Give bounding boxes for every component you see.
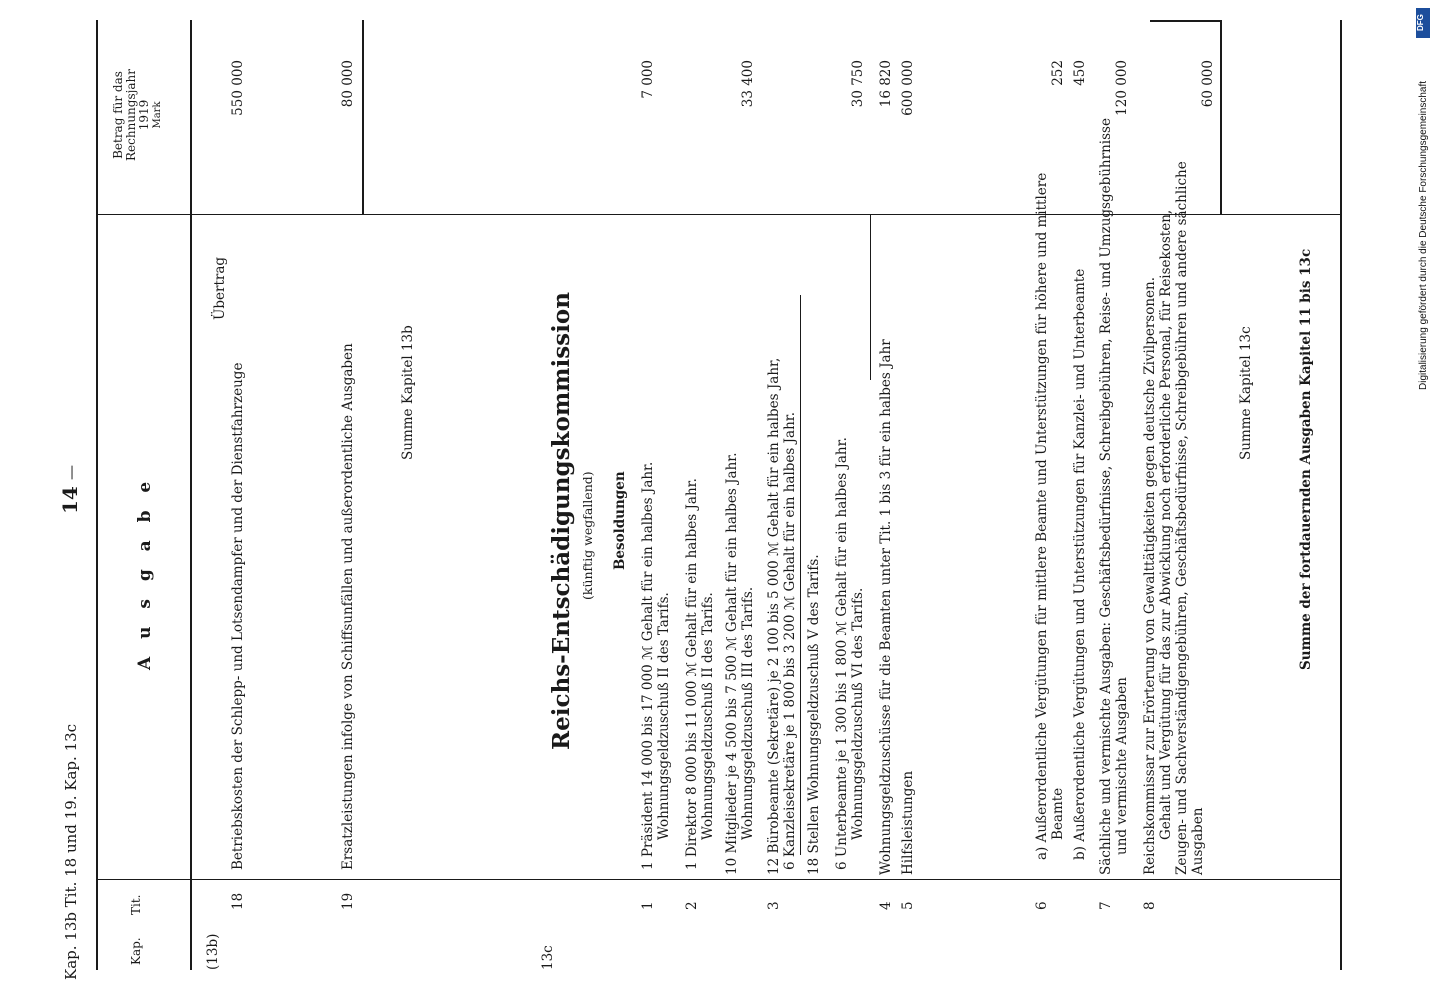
dfg-logo: DFG — [1416, 8, 1430, 38]
row-3-line5: Wohnungsgeldzuschuß VI des Tarifs. — [850, 587, 866, 840]
running-header: Kap. 13b Tit. 18 und 19. Kap. 13c — [62, 723, 80, 980]
row-2-line4: Wohnungsgeldzuschuß III des Tarifs. — [740, 586, 756, 840]
row-2-amount: 33 400 — [740, 60, 756, 108]
row-8-line2: Gehalt und Vergütung für das zur Abwicklung noch erforderliche Personal, für Reisekosten, — [1158, 209, 1174, 840]
col-header-tit: Tit. — [129, 894, 143, 915]
row-3-line3: 18 Stellen Wohnungsgeldzuschuß V des Tarifs. — [806, 554, 822, 875]
col-header-amount — [112, 30, 164, 200]
row-2-line3: 10 Mitglieder je 4 500 bis 7 500 ℳ Gehalt für ein halbes Jahr. — [724, 452, 740, 875]
row-8-line1: Reichskommissar zur Erörterung von Gewalttätigkeiten gegen deutsche Zivilpersonen. — [1142, 276, 1158, 875]
sum-13b-rule — [362, 20, 364, 215]
digitization-note: Digitalisierung gefördert durch die Deutsche Forschungsgemeinschaft — [1418, 80, 1429, 390]
sum-total-label: Summe der fortdauernden Ausgaben Kapitel 11 bis 13c — [1298, 248, 1314, 670]
row-6a-line2: Beamte — [1050, 787, 1066, 840]
row-1-line1: 1 Präsident 14 000 bis 17 000 ℳ Gehalt für ein halbes Jahr. — [640, 461, 656, 870]
row-3-sum-rule — [870, 215, 871, 380]
section-title: Reichs-Entschädigungskommission — [548, 292, 575, 750]
row-2-line2: Wohnungsgeldzuschuß II des Tarifs. — [700, 592, 716, 840]
row-3-bracket-rule — [800, 295, 801, 855]
header-dash: — — [62, 465, 80, 480]
tit-5: 5 — [900, 901, 916, 910]
tit-18: 18 — [230, 892, 246, 910]
row-1-line2: Wohnungsgeldzuschuß II des Tarifs. — [656, 592, 672, 840]
row-3-amount: 30 750 — [850, 60, 866, 108]
row-5-amount: 600 000 — [900, 60, 916, 116]
row-8-line3: Zeugen- und Sachverständigengebühren, Geschäftsbedürfnisse, Schreibgebühren und andere sächliche — [1174, 161, 1190, 875]
row-6a-amount: 252 — [1050, 60, 1066, 86]
amount-header-line1: Betrag für das — [111, 71, 125, 159]
row-1-amount: 7 000 — [640, 60, 656, 99]
col-sep-kap-tit — [96, 879, 1340, 880]
tit-19: 19 — [340, 892, 356, 910]
row-3-line4: 6 Unterbeamte je 1 300 bis 1 800 ℳ Gehalt für ein halbes Jahr. — [834, 437, 850, 870]
row-6b-text: b) Außerordentliche Vergütungen und Unterstützungen für Kanzlei- und Unterbeamte — [1072, 268, 1088, 860]
tit-7: 7 — [1098, 901, 1114, 910]
tit-8: 8 — [1142, 901, 1158, 910]
besoldungen-heading: Besoldungen — [612, 471, 628, 570]
tit-6: 6 — [1034, 901, 1050, 910]
header-rule — [190, 20, 192, 970]
row-4-text: Wohnungsgeldzuschüsse für die Beamten unter Tit. 1 bis 3 für ein halbes Jahr — [878, 339, 894, 875]
tit-3: 3 — [766, 901, 782, 910]
sum-13c-rule — [1220, 20, 1222, 215]
row-7-line1: Sächliche und vermischte Ausgaben: Geschäftsbedürfnisse, Schreibgebühren, Reise- und Umzugsgebührnisse — [1098, 118, 1114, 875]
page-number: 14 — [58, 486, 82, 514]
row-3-line2: 6 Kanzleisekretäre je 1 800 bis 3 200 ℳ Gehalt für ein halbes Jahr. — [782, 411, 798, 870]
amount-header-line2: Rechnungsjahr — [124, 69, 138, 161]
sum-13b-label: Summe Kapitel 13b — [400, 325, 416, 460]
row-18-uebertrag: Übertrag — [212, 256, 228, 320]
row-8-line4: Ausgaben — [1190, 807, 1206, 875]
row-8-amount: 60 000 — [1200, 60, 1216, 108]
section-subtitle: (künftig wegfallend) — [580, 471, 595, 600]
row-19-text: Ersatzleistungen infolge von Schiffsunfällen und außerordentliche Ausgaben — [340, 343, 356, 870]
kap-13b-label: (13b) — [205, 933, 221, 970]
sum-13c-bracket — [1150, 20, 1222, 22]
tit-1: 1 — [640, 901, 656, 910]
row-5-text: Hilfsleistungen — [900, 770, 916, 875]
page-title: A u s g a b e — [135, 475, 155, 670]
tit-4: 4 — [878, 901, 894, 910]
amount-header-line3: 1919 — [137, 99, 151, 131]
col-header-kap: Kap. — [129, 937, 143, 965]
row-19-amount: 80 000 — [340, 60, 356, 108]
table-bottom-rule — [1340, 20, 1342, 970]
row-3-line1: 12 Bürobeamte (Sekretäre) je 2 100 bis 5 000 ℳ Gehalt für ein halbes Jahr, — [766, 357, 782, 875]
row-2-line1: 1 Direktor 8 000 bis 11 000 ℳ Gehalt für ein halbes Jahr. — [684, 478, 700, 870]
row-18-amount: 550 000 — [230, 60, 246, 116]
amount-header-unit: Mark — [152, 101, 163, 129]
row-6a-line1: a) Außerordentliche Vergütungen für mittlere Beamte und Unterstützungen für höhere und mittlere — [1034, 172, 1050, 860]
row-7-amount: 120 000 — [1114, 60, 1130, 116]
row-6b-amount: 450 — [1072, 60, 1088, 86]
sum-13c-label: Summe Kapitel 13c — [1238, 326, 1254, 460]
row-7-line2: und vermischte Ausgaben — [1114, 677, 1130, 855]
col-sep-amount — [96, 214, 1340, 215]
row-4-amount: 16 820 — [878, 60, 894, 108]
kap-13c-label: 13c — [540, 945, 556, 970]
table-top-rule — [96, 20, 98, 970]
row-18-text: Betriebskosten der Schlepp- und Lotsendampfer und der Dienstfahrzeuge — [230, 362, 246, 870]
tit-2: 2 — [684, 901, 700, 910]
